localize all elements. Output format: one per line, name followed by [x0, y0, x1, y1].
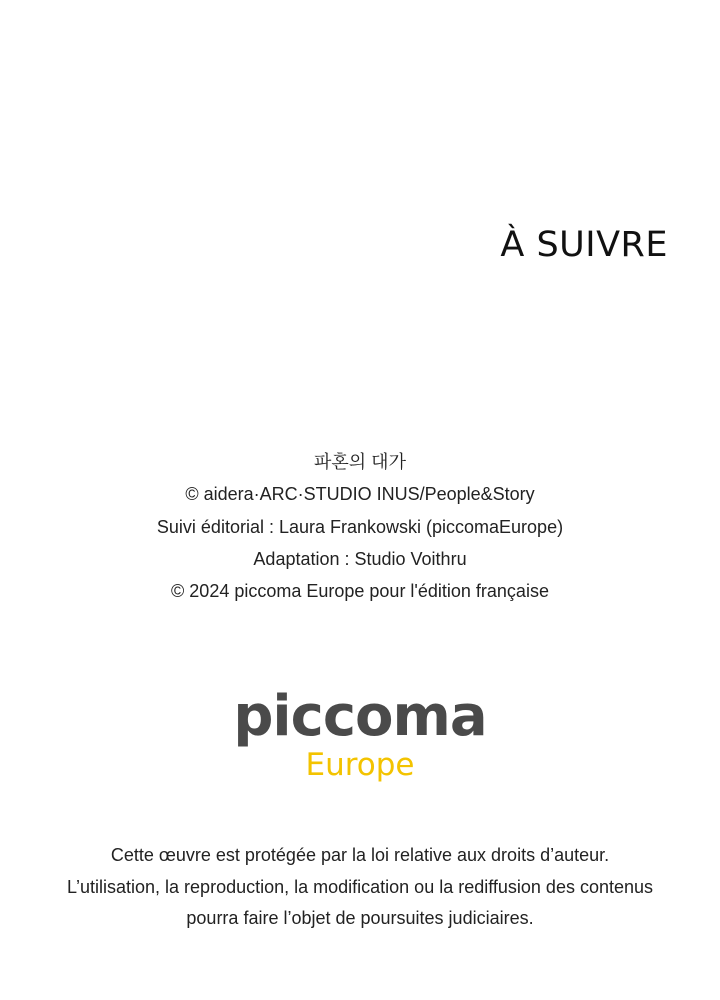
original-title: 파혼의 대가 — [314, 452, 406, 472]
credits-block — [0, 446, 720, 607]
editorial-credit: Suivi éditorial : Laura Frankowski (piccomaEurope) — [156, 516, 564, 537]
copyright-original: © aidera·ARC·STUDIO INUS/People&Story — [185, 484, 535, 505]
notice-line-1: Cette œuvre est protégée par la loi relative aux droits d’auteur. — [110, 845, 610, 865]
copyright-french-edition: © 2024 piccoma Europe pour l'édition française — [171, 581, 549, 602]
to-be-continued-heading: À SUIVRE — [500, 225, 668, 265]
logo-subtitle: Europe — [305, 747, 415, 783]
copyright-notice — [0, 840, 720, 935]
logo-wordmark: piccoma — [233, 684, 487, 749]
piccoma-europe-logo — [0, 684, 720, 784]
adaptation-credit: Adaptation : Studio Voithru — [253, 548, 467, 569]
notice-line-2: L’utilisation, la reproduction, la modification ou la rediffusion des contenus — [66, 876, 654, 897]
notice-line-3: pourra faire l’objet de poursuites judiciaires. — [186, 908, 534, 929]
